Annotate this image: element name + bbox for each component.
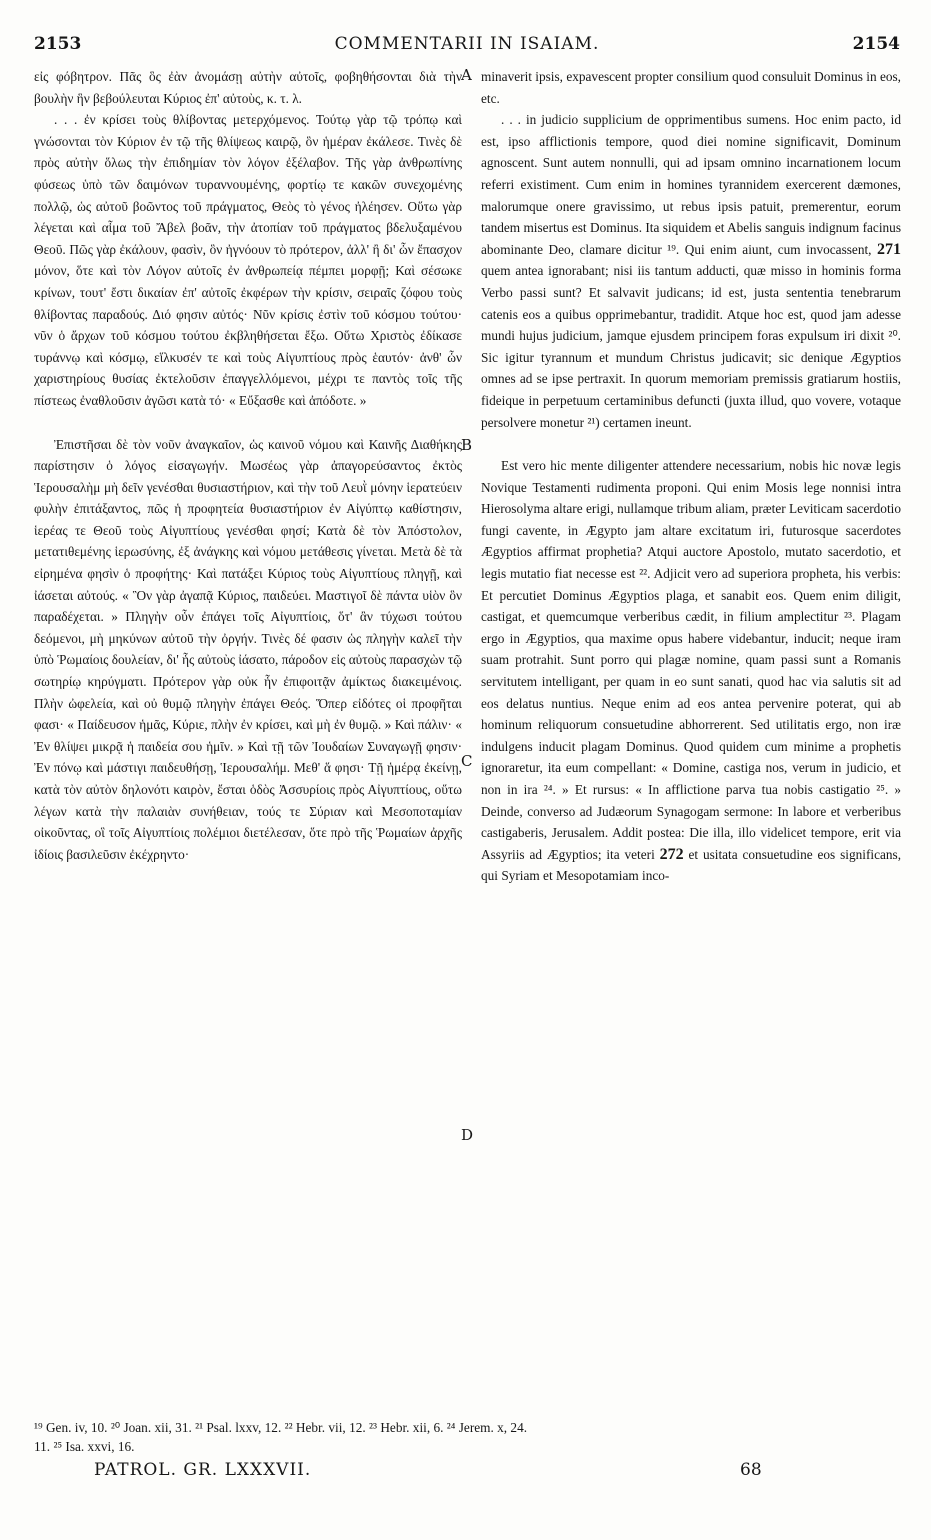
latin-paragraph-2-part-a: . . . in judicio supplicium de opprimentibus sumens. Hoc enim pacto, id est, ipso afflictionis tempore, quod diei nomine significavit, Dominum agnoscent. Sunt autem nonnulli, qui ad ipsam omnino incarnationem locum referri existiment. Cum enim in homines tyrannidem exercerent dæmones, malorumque onere gravissimo, ut rebus ipsis patuit, premerentur, eorum tandem misertus est Dominus. Ita siquidem et Abelis sanguis indignum facinus abominante Deo, clamare dicitur ¹⁹. Qui enim aiunt, cum invocassent, [481,112,901,257]
latin-paragraph-2 [481,109,901,433]
latin-column [481,66,901,887]
column-number-271: 271 [877,240,901,258]
page-number-left: 2153 [34,34,82,54]
latin-paragraph-2-part-b: quem antea ignorabant; nisi iis tantum adducti, quæ misso in hominis forma Verbo passi sunt? Et salvavit judicans; id est, justa sententia tenebrarum catenis eos a quibus opprimebantur, tradidit. Atque hoc est, quod jam adesse mundi hujus judicium, jamque ejusdem principem foras expulsum iri dixit ²⁰. Sic igitur tyrannum et mundum Christus judicavit; sic denique Ægyptios omnes ad se ipse pertraxit. In quorum memoriam premissis gratiarum hostiis, fideique in perpetuum certaminibus defuncti (juxta illud, quo vovere, votaque persolvere monetur ²¹) certamen ineunt. [481,263,901,430]
footnotes [34,1418,900,1456]
greek-column [34,66,462,865]
section-marker-b: B [461,436,473,454]
page-number-right: 2154 [852,34,900,54]
column-number-272: 272 [659,845,684,863]
page-footer [34,1460,900,1484]
section-marker-d: D [461,1126,474,1144]
greek-paragraph-3: Ἐπιστῆσαι δὲ τὸν νοῦν ἀναγκαῖον, ὡς καινοῦ νόμου καὶ Καινῆς Διαθήκης παρίστησιν ὁ λόγος εἰσαγωγήν. Μωσέως γὰρ ἀπαγορεύσαντος ἐκτὸς Ἱερουσαλὴμ μὴ δεῖν γενέσθαι θυσιαστήριον, καὶ τὴν τοῦ Λευῒ μόνην ἱερατεύειν φυλὴν ἐπιτάξαντος, πῶς ἡ προφητεία θυσιαστήριον ἐν Αἰγύπτῳ καθίστησιν, ἱερέας τε Θεοῦ τοὺς Αἰγυπτίους γενέσθαι φησί; Κατὰ δὲ τὸν Ἀπόστολον, μετατιθεμένης ἱερωσύνης, ἐξ ἀνάγκης καὶ νόμου μετάθεσις γίνεται. Μετὰ δὲ τὰ εἰρημένα φησὶν ὁ προφήτης· Καὶ πατάξει Κύριος τοὺς Αἰγυπτίους πληγῇ, καὶ ἰάσεται αὐτούς. « Ὃν γὰρ ἀγαπᾷ Κύριος, παιδεύει. Μαστιγοῖ δὲ πάντα υἱὸν ὃν παραδέχεται. » Πληγὴν οὖν ἐπάγει τοῖς Αἰγυπτίοις, ὅτ' ἂν τύχωσι τούτου δεόμενοι, μὴ μηκύνων αὐτοῦ τὴν ὀργήν. Τινὲς δέ φασιν ὡς πληγὴν καλεῖ τὴν ὑπὸ Ῥωμαίοις δουλείαν, δι' ἧς αὐτοὺς ἰάσατο, πάροδον εἰς αὐτοὺς παρασχὼν τῷ σωτηρίῳ κηρύγματι. Πρότερον γὰρ οὐκ ἦν ἐπιφοιτᾷν ἀμίκτως διακειμένοις. Πλὴν ὠφελεία, καὶ οὐ θυμῷ πληγὴν ἐπάγει Θεός. Ὅπερ εἰδότες οἱ προφῆται φασι· « Παίδευσον ἡμᾶς, Κύριε, πλὴν ἐν κρίσει, καὶ μὴ ἐν θυμῷ. » Καὶ πάλιν· « Ἐν θλίψει μικρᾷ ἡ παιδεία σου ἡμῖν. » Καὶ τῇ τῶν Ἰουδαίων Συναγωγῇ φησιν· Ἐν πόνῳ καὶ μάστιγι παιδευθήσῃ, Ἱερουσαλήμ. Μεθ' ἅ φησι· Τῇ ἡμέρᾳ ἐκείνῃ, κατὰ τὸν αὐτὸν δηλονότι καιρὸν, ἔσται ὁδὸς Ἀσσυρίοις πρὸς Αἰγυπτίους, οὕτω λέγων κατὰ τὴν παλαιὰν συνήθειαν, τούς τε Σύριαν καὶ Μεσοποταμίαν οἰκοῦντας, οἳ τοῖς Αἰγυπτίοις πολέμιοι διετέλεσαν, ὅτε πρὸ τῆς Ῥωμαίων ἀρχῆς ἰδίοις βασιλεῦσιν ἐκέχρηντο· [34,436,462,862]
running-title: COMMENTARII IN ISAIAM. [334,34,600,54]
section-marker-a: A [461,66,472,84]
running-header [34,34,900,60]
footnotes-line-1: ¹⁹ Gen. iv, 10. ²⁰ Joan. xii, 31. ²¹ Psal. lxxv, 12. ²² Hebr. vii, 12. ²³ Hebr. xii, 6. ²⁴ Jerem. x, 24. [34,1420,528,1435]
gathering-number: 68 [740,1460,762,1480]
latin-paragraph-1: minaverit ipsis, expavescent propter consilium quod consuluit Dominus in eos, etc. [481,69,901,106]
footnotes-line-2: 11. ²⁵ Isa. xxvi, 16. [34,1439,135,1454]
latin-paragraph-3-part-b: et usitata consuetudine eos significans, qui Syriam et Mesopotamiam inco- [481,846,902,884]
greek-paragraph-1: εἰς φόβητρον. Πᾶς ὃς ἐὰν ἀνομάσῃ αὐτὴν αὐτοῖς, φοβηθήσονται διὰ τὴν βουλὴν ἣν βεβούλευται Κύριος ἐπ' αὐτοὺς, κ. τ. λ. [34,69,462,106]
latin-paragraph-3 [481,455,901,887]
latin-paragraph-3-part-a: Est vero hic mente diligenter attendere necessarium, nobis hic novæ legis Novique Testamenti rudimenta proponi. Qui enim Mosis lege nonnisi intra Hierosolyma altare erigi, nullamque tribum aliam, præter Leviticam sacerdotio fungi cavente, in Ægypto jam altare excitatum iri, futurosque sacerdotes Ægyptios affirmat prophetia? Atqui auctore Apostolo, mutato sacerdotio, et legis mutatio fiat necesse est ²². Adjicit vero ad superiora propheta, his verbis: Et percutiet Dominus Ægyptios plaga, et sanabit eos. Quem enim diligit, castigat, et quemcumque verberibus cædit, in filium amplectitur ²³. Plagam ergo in Ægyptios, qua maxime opus habere videbantur, inducit; neque iram suam protrahit. Sunt porro qui plagæ nomine, quam passi sunt a Romanis servitutem intelligant, per quam in eo sunt sanati, quod hac via salutis sit ad eos delatus nuntius. Neque enim ad eos antea pervenire poterat, qui ab hominum reliquorum consuetudine abhorrerent. Sed utilitatis ergo, non iræ indulgens inducit plagam Dominus. Quod quidem cum minime a prophetis ignoraretur, ita eum compellant: « Domine, castiga nos, verum in judicio, et non in ira ²⁴. » Et rursus: « In afflictione parva tua nobis castigatio ²⁵. » Deinde, converso ad Judæorum Synagogam sermone: In labore et verberibus castigaberis, Jerusalem. Addit postea: Die illa, illo videlicet tempore, erit via Assyriis ad Ægyptios; ita veteri [481,458,901,862]
section-marker-c: C [461,752,473,770]
greek-paragraph-2: . . . ἐν κρίσει τοὺς θλίβοντας μετερχόμενος. Τούτῳ γὰρ τῷ τρόπῳ καὶ γνώσονται τὸν Κύριον ἐν τῷ τῆς θλίψεως καιρῷ, ὃν ἡμέραν ἐκάλεσε. Τινὲς δὲ πρὸς αὐτὴν ὅλως τὴν ἐπιδημίαν τὸν λόγον ἐξέλαβον. Τῆς γὰρ ἀνθρωπίνης φύσεως ὑπὸ τῶν δαιμόνων τυραννουμένης, φορτίῳ τε κακῶν συνεχομένης πολλῷ, ὡς αὐτοῦ βοῶντος τοῦ πράγματος, Θεὸς τὸ γένος ἠλέησεν. Οὕτω γὰρ λέγεται καὶ αἷμα τοῦ Ἄβελ βοᾶν, τὴν ἀτοπίαν τοῦ πράγματος βδελυξαμένου Θεοῦ. Πῶς γὰρ ἐκάλουν, φασὶν, ὃν ἠγνόουν τὸ πρότερον, ἀλλ' ἢ δι' ὧν ἔπασχον μόνον, ὅτε καὶ τὸν Λόγον αὐτοῖς ἐν ἀνθρωπείᾳ πέμπει μορφῇ; Καὶ σέσωκε κρίνων, τουτ' ἔστι δικαίαν ἐπ' αὐτοῖς ἐκφέρων τὴν κρίσιν, σειραῖς ζόφου τοὺς θλίβοντας παραδούς. Διό φησιν αὐτός· Νῦν κρίσις ἐστὶν τοῦ κόσμου τούτου· νῦν ὁ ἄρχων τοῦ κόσμου τούτου ἐκβληθήσεται ἔξω. Οὕτω Χριστὸς ἐδίκασε τυράννῳ καὶ κόσμῳ, εἵλκυσέν τε καὶ τοὺς Αἰγυπτίους πρὸς ἑαυτόν· ἀνθ' ὧν χαριστηρίους θυσίας ἐκτελοῦσιν ἐπαγγελλόμενοι, μέχρι τε παντὸς τοῖς τῆς πίστεως ἐναθλοῦσιν ἀγῶσι κατὰ τό· « Εὔξασθε καὶ ἀπόδοτε. » [34,112,462,408]
series-signature: PATROL. GR. LXXXVII. [94,1460,312,1480]
